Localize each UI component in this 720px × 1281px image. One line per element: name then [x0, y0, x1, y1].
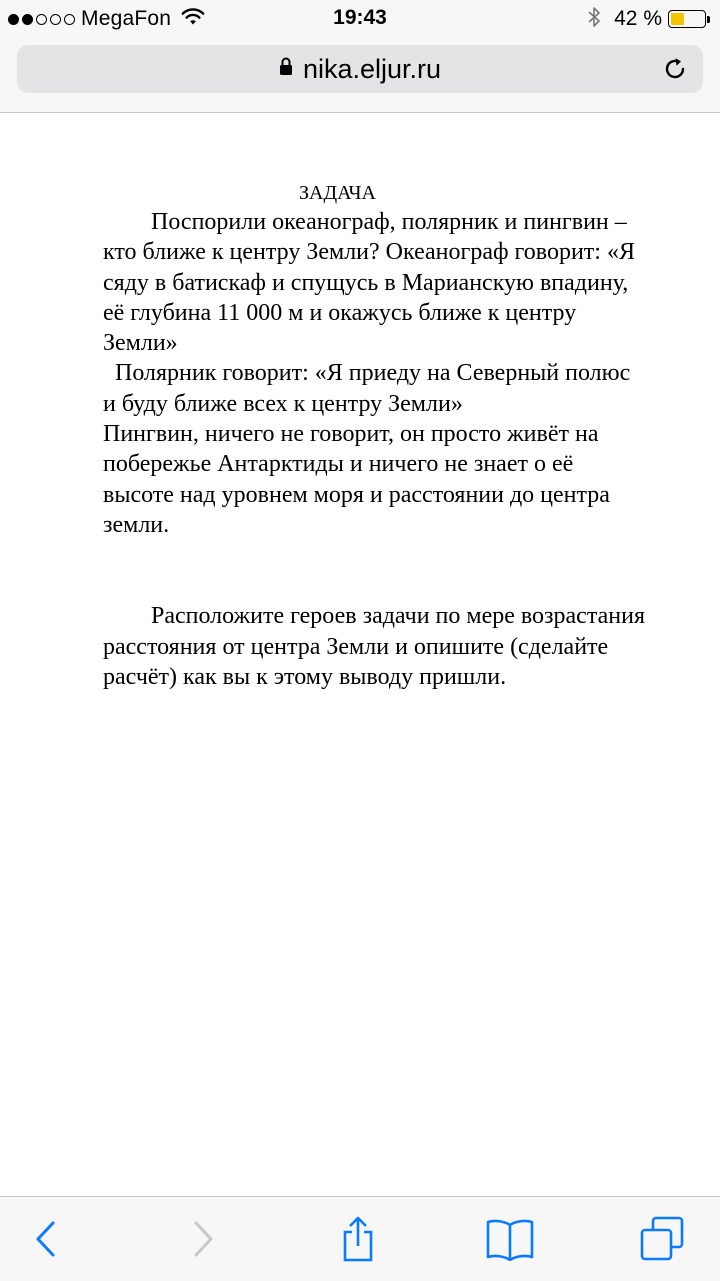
text-line: и буду ближе всех к центру Земли»: [103, 390, 463, 417]
battery-tip: [707, 16, 710, 23]
carrier-name: MegaFon: [81, 7, 172, 30]
back-icon: [33, 1220, 57, 1263]
back-button[interactable]: [19, 1215, 71, 1267]
url-display[interactable]: [17, 45, 703, 93]
task-paragraph: [103, 207, 673, 540]
reload-icon[interactable]: [661, 55, 689, 88]
status-right: [588, 6, 710, 32]
battery-icon: [668, 10, 706, 28]
battery-level: [671, 13, 684, 25]
text-line: кто ближе к центру Земли? Океанограф говорит: «Я: [103, 239, 635, 266]
browser-toolbar: [0, 1196, 720, 1281]
task-title: ЗАДАЧА: [299, 182, 376, 204]
text-line: Расположите героев задачи по мере возрастания: [103, 603, 645, 630]
share-button[interactable]: [332, 1215, 384, 1267]
battery-percent: 42 %: [614, 7, 662, 30]
text-line: Земли»: [103, 330, 178, 357]
bookmarks-icon: [485, 1217, 535, 1266]
task-question-paragraph: [103, 601, 673, 692]
text-line: Пингвин, ничего не говорит, он просто живёт на: [103, 421, 599, 448]
text-line: сяду в батискаф и спущусь в Марианскую впадину,: [103, 269, 629, 296]
forward-icon: [192, 1220, 216, 1263]
lock-icon: [279, 56, 293, 81]
text-line: земли.: [103, 511, 170, 538]
text-line: расстояния от центра Земли и опишите (сделайте: [103, 633, 609, 660]
text-line: высоте над уровнем моря и расстоянии до центра: [103, 481, 610, 508]
text-line: Поспорили океанограф, полярник и пингвин –: [103, 209, 627, 235]
forward-button[interactable]: [178, 1215, 230, 1267]
status-bar: [0, 0, 720, 40]
share-icon: [338, 1215, 378, 1268]
document-content: [103, 179, 673, 692]
bookmarks-button[interactable]: [484, 1215, 536, 1267]
address-bar[interactable]: [17, 45, 703, 93]
text-line: её глубина 11 000 м и окажусь ближе к центру: [103, 299, 577, 326]
tabs-icon: [638, 1215, 686, 1268]
bluetooth-icon: [588, 6, 600, 33]
text-line: побережье Антарктиды и ничего не знает о её: [103, 451, 574, 478]
browser-address-area: [0, 40, 720, 113]
text-line: расчёт) как вы к этому выводу пришли.: [103, 663, 507, 690]
status-time: 19:43: [333, 6, 387, 29]
url-text[interactable]: nika.eljur.ru: [302, 53, 442, 84]
text-line: Полярник говорит: «Я приеду на Северный полюс: [103, 360, 631, 387]
tabs-button[interactable]: [636, 1215, 688, 1267]
